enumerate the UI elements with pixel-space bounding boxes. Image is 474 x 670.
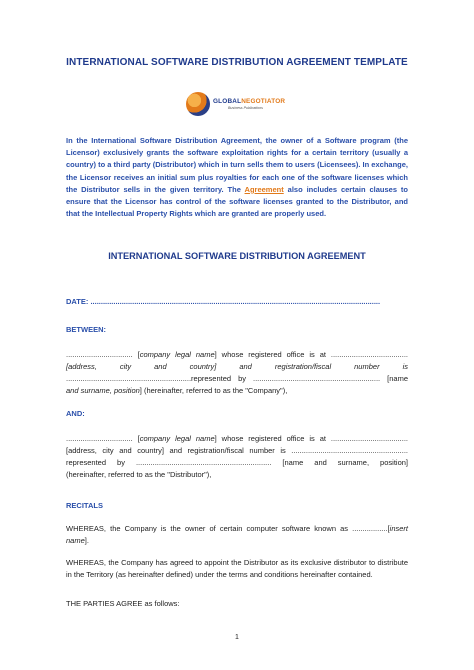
- between-heading: BETWEEN:: [66, 325, 106, 334]
- intro-paragraph: In the International Software Distribution Agreement, the owner of a Software program (the Licensor) exclusively grants the software exploitation rights for a certain territory (usually a country) to a third party (Distributor) which in turn sells them to users (Licensees). In exchange, the Licensor receives an initial sum plus royalties for each one of the software licenses which the Distributor sells in the given territory. The Agreement also includes certain clauses to ensure that the Licensor has control of the software licenses granted to the Distributor, and that the Intellectual Property Rights which are granted are properly used.: [66, 136, 409, 219]
- and-heading: AND:: [66, 409, 85, 418]
- logo-emblem-icon: [186, 92, 210, 116]
- recital-1-line-1: WHEREAS, the Company is the owner of certain computer software known as .................[insert: [66, 524, 408, 533]
- recital-1-line-2: name].: [66, 536, 89, 545]
- agreement-link[interactable]: Agreement: [244, 184, 284, 194]
- agreement-heading: INTERNATIONAL SOFTWARE DISTRIBUTION AGREEMENT: [108, 251, 366, 261]
- document-title: INTERNATIONAL SOFTWARE DISTRIBUTION AGREEMENT TEMPLATE: [66, 57, 408, 68]
- recitals-heading: RECITALS: [66, 501, 103, 510]
- company-line-1: ................................ [company legal name] whose registered office is at .....................................: [66, 350, 408, 359]
- distributor-line-2: [address, city and country] and registration/fiscal number is ........................................................: [66, 446, 408, 455]
- logo-brand: GLOBALNEGOTIATOR: [213, 98, 286, 105]
- parties-agree: THE PARTIES AGREE as follows:: [66, 599, 180, 608]
- date-line: DATE: ...........................................................................................................................................: [66, 297, 381, 306]
- company-line-4: and surname, position] (hereinafter, referred to as the "Company"),: [66, 386, 288, 395]
- logo-tagline: Business Publications: [228, 106, 263, 110]
- distributor-line-1: ................................ [company legal name] whose registered office is at .....................................: [66, 434, 408, 443]
- globalnegotiator-logo: [186, 92, 286, 118]
- distributor-line-4: (hereinafter, referred to as the "Distributor"),: [66, 470, 212, 479]
- page-number: 1: [235, 634, 239, 641]
- distributor-line-3: represented by ................................................................. [name and surname, position]: [66, 458, 408, 467]
- company-line-2: [address, city and country] and registration/fiscal number is: [66, 362, 408, 371]
- company-line-3: ............................................................represented by ............................................................. [name: [66, 374, 408, 383]
- recital-2: WHEREAS, the Company has agreed to appoint the Distributor as its exclusive distributor to distribute in the Territory (as hereinafter defined) under the terms and conditions hereinafter contained.: [66, 558, 408, 579]
